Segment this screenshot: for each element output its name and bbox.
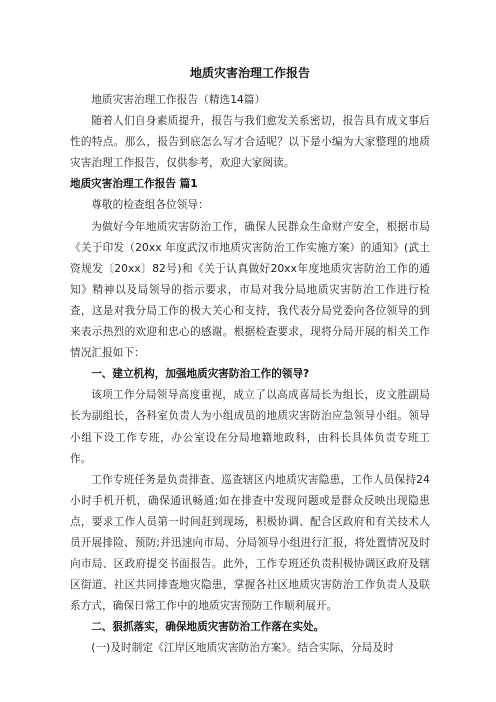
- body-paragraph: 该项工作分局领导高度重视，成立了以高成喜局长为组长，皮文胜副局长为副组长，各科室负责人为小组成员的地质灾害防治应急领导小组。领导小组下设工作专班，办公室设在分局地籍地政科，由科长具体负责专班工作。: [70, 389, 430, 465]
- body-paragraph: (一)及时制定《江岸区地质灾害防治方案》。结合实际，分局及时: [91, 642, 394, 655]
- salutation-paragraph: 尊敬的检查组各位领导：: [91, 199, 209, 212]
- document-title: 地质灾害治理工作报告: [189, 66, 310, 80]
- subtitle-paragraph: 地质灾害治理工作报告（精选14篇）: [91, 94, 266, 106]
- body-paragraph: 工作专班任务是负责排查、巡查辖区内地质灾害隐患，工作人员保持24小时手机开机，确保通讯畅通;如在排查中发现问题或是群众反映出现隐患点，要求工作人员第一时间赶到现场，积极协调、配合区政府和有关技术人员开展排险、预防;并迅速向市局、分局领导小组进行汇报，将处置情况及时向市局、区政府提交书面报告。此外，工作专班还负责积极协调区政府及辖区街道、社区共同排查地灾隐患，掌握各社区地质灾害防治工作负责人及联系方式，确保日常工作中的地质灾害预防工作顺利展开。: [70, 473, 430, 613]
- body-paragraph: 为做好今年地质灾害防治工作，确保人民群众生命财产安全，根据市局《关于印发（20xx 年度武汉市地质灾害防治工作实施方案）的通知》(武土资规发〔20xx〕82号)和《关于认真做好20xx年度地质灾害防治工作的通知》精神以及局领导的指示要求，市局对我分局地质灾害防治工作进行检查，这是对我分局工作的极大关心和支持，我代表分局党委向各位领导的到来表示热烈的欢迎和忠心的感谢。根据检查要求，现将分局开展的相关工作情况汇报如下：: [70, 220, 430, 360]
- intro-paragraph: 随着人们自身素质提升，报告与我们愈发关系密切，报告具有成文事后性的特点。那么，报告到底怎么写才合适呢？以下是小编为大家整理的地质灾害治理工作报告，仅供参考，欢迎大家阅读。: [70, 115, 430, 170]
- section-heading-report-1: 地质灾害治理工作报告 篇1: [70, 178, 198, 191]
- subsection-heading-2: 二、狠抓落实，确保地质灾害防治工作落在实处。: [91, 621, 325, 634]
- subsection-heading-1: 一、建立机构，加强地质灾害防治工作的领导?: [91, 368, 310, 381]
- document-page: [70, 62, 430, 660]
